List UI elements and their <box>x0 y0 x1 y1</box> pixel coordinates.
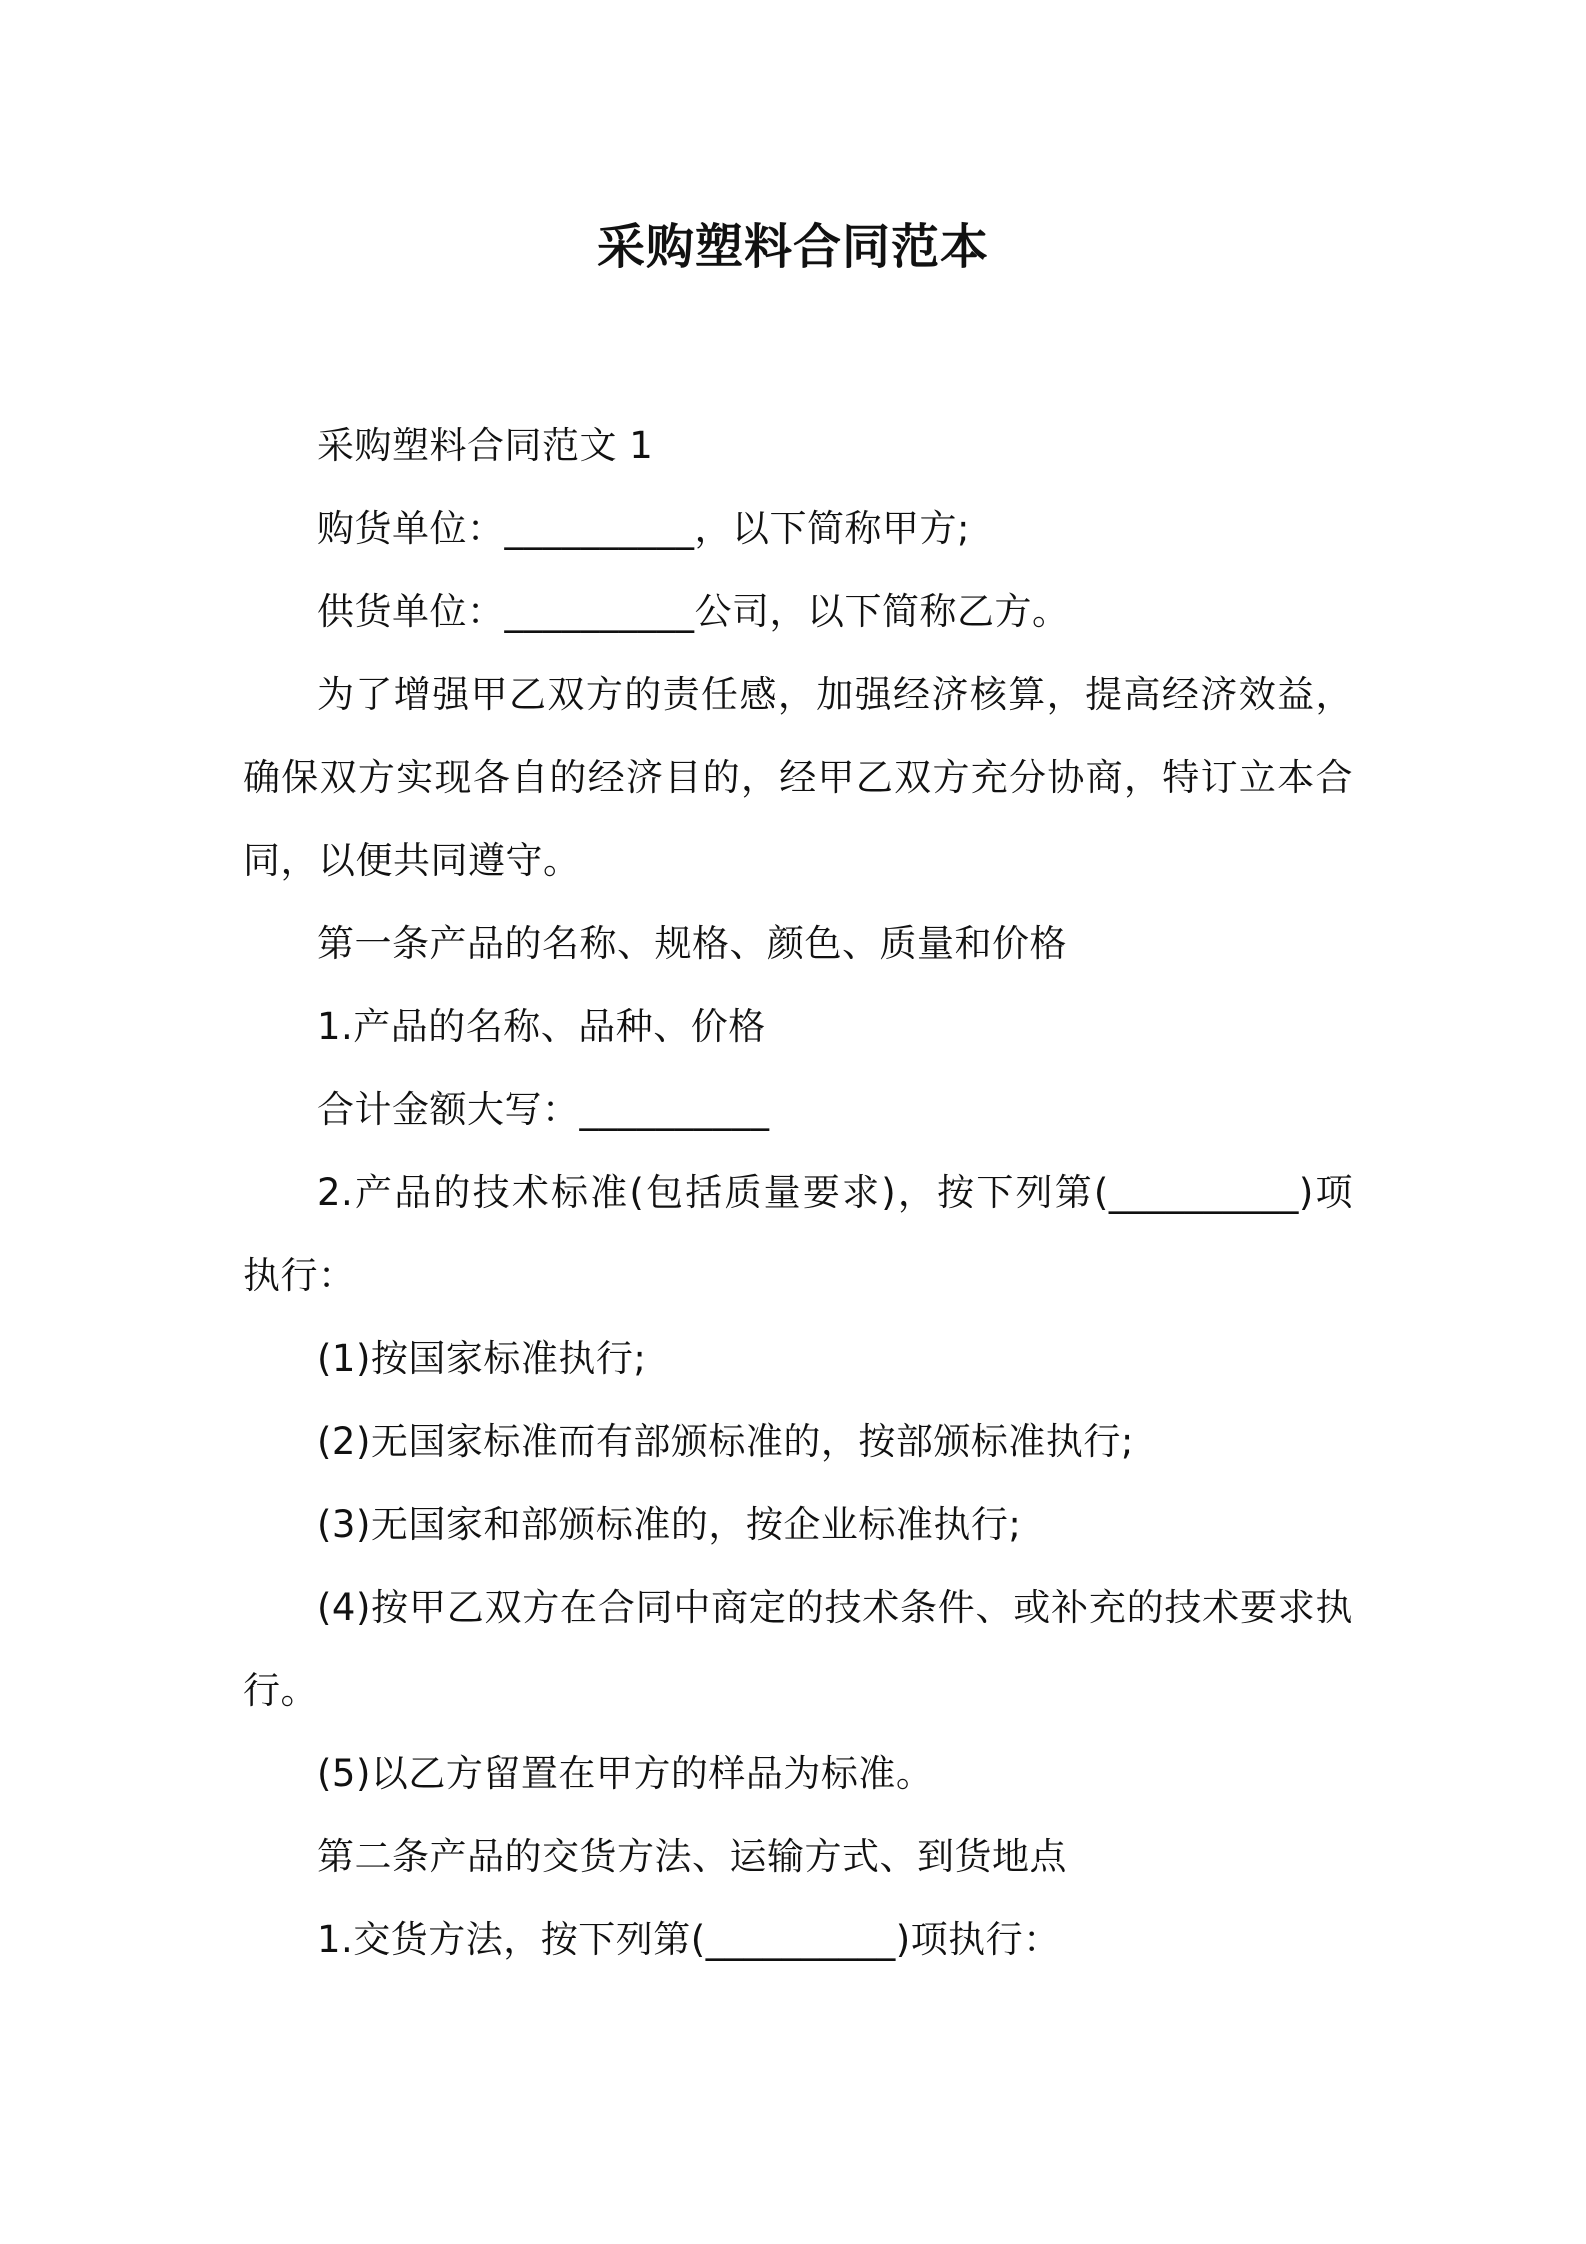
paragraph-buyer: 购货单位：__________，以下简称甲方; <box>317 507 970 550</box>
paragraph-standard-option-3: (3)无国家和部颁标准的，按企业标准执行; <box>317 1503 1022 1546</box>
paragraph-supplier: 供货单位：__________公司，以下简称乙方。 <box>317 590 1070 633</box>
paragraph-standard-option-4: (4)按甲乙双方在合同中商定的技术条件、或补充的技术要求执行。 <box>243 1586 1353 1712</box>
paragraph-product-name: 1.产品的名称、品种、价格 <box>317 1005 766 1048</box>
paragraph-delivery-method: 1.交货方法，按下列第(__________)项执行： <box>317 1918 1061 1961</box>
document-title: 采购塑料合同范本 <box>596 219 989 275</box>
paragraph-standard-option-5: (5)以乙方留置在甲方的样品为标准。 <box>317 1752 934 1795</box>
paragraph-purpose: 为了增强甲乙双方的责任感，加强经济核算，提高经济效益，确保双方实现各自的经济目的，经甲乙双方充分协商，特订立本合同，以便共同遵守。 <box>243 673 1353 882</box>
paragraph-article-2-heading: 第二条产品的交货方法、运输方式、到货地点 <box>317 1835 1067 1878</box>
paragraph-technical-standard: 2.产品的技术标准(包括质量要求)，按下列第(__________)项执行： <box>243 1171 1353 1297</box>
contract-body <box>243 404 1353 1981</box>
paragraph-total-amount: 合计金额大写：__________ <box>317 1088 770 1131</box>
paragraph-standard-option-2: (2)无国家标准而有部颁标准的，按部颁标准执行; <box>317 1420 1134 1463</box>
paragraph-article-1-heading: 第一条产品的名称、规格、颜色、质量和价格 <box>317 922 1067 965</box>
paragraph-standard-option-1: (1)按国家标准执行; <box>317 1337 647 1380</box>
paragraph-sample-heading: 采购塑料合同范文 1 <box>317 424 654 467</box>
